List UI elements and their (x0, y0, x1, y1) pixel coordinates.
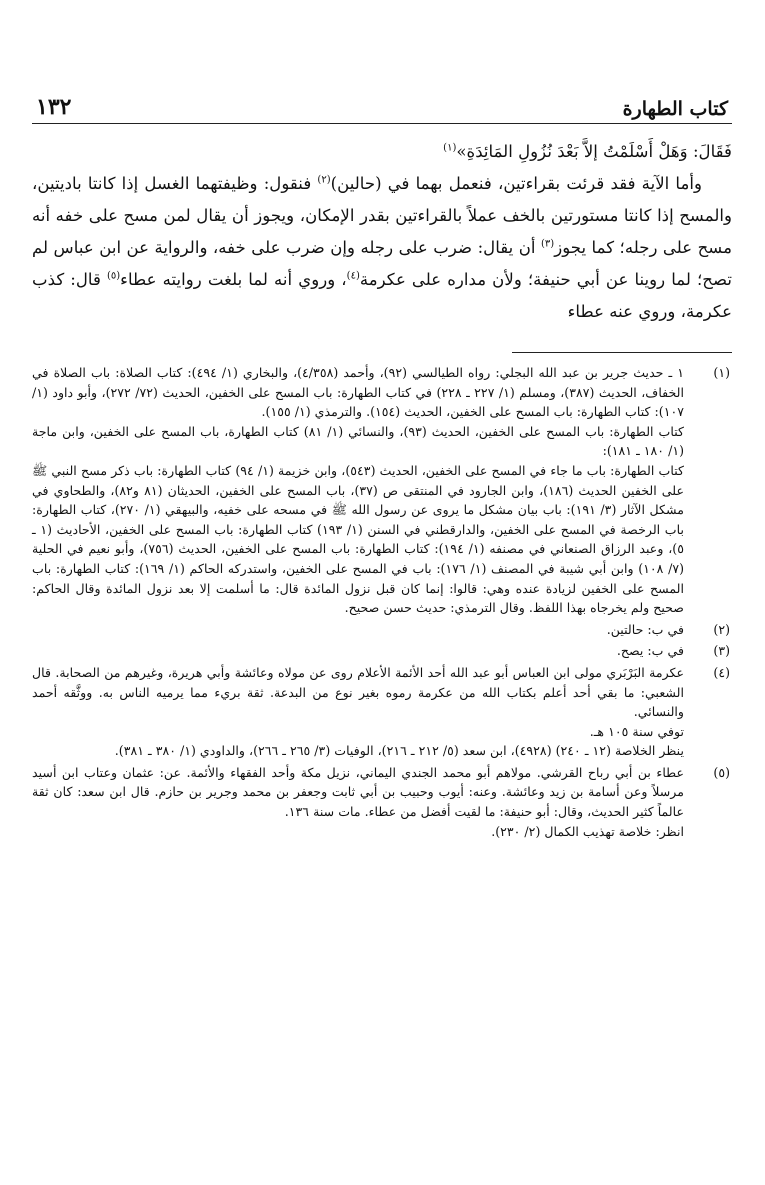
paragraph-part-e: قال: كذب عكرمة، وروي عنه عطاء (32, 270, 732, 321)
footnote-body (32, 641, 684, 661)
footnote-paragraph: في ب: حالتين. (606, 621, 684, 637)
paragraph-main (32, 168, 732, 328)
footnote-ref-5: (٥) (106, 270, 121, 282)
running-title: كتاب الطهارة (622, 98, 728, 120)
footnote-mark: (٤) (713, 664, 730, 680)
footnote-mark: (٥) (713, 764, 730, 780)
footnote-body (32, 763, 684, 841)
book-page (32, 86, 732, 841)
footnote-separator (512, 352, 732, 353)
footnote-paragraph: ١ ـ حديث جرير بن عبد الله البجلي: رواه الطيالسي (٩٢)، وأحمد (٤/٣٥٨)، والبخاري (١/ ٤٩٤): كتاب الصلاة: باب الصلاة في الخفاف، الحديث (٣٨٧)، ومسلم (١/ ٢٢٧ ـ ٢٢٨) في كتاب الطهارة: باب المسح على الخفين، الحديث (٧٢/ ٢٧٢)، وأبو داود (١/ ١٠٧): كتاب الطهارة: باب المسح على الخفين، الحديث (١٥٤). والترمذي (١/ ١٥٥). (32, 365, 685, 420)
paragraph-part-c: أن يقال: ضرب على رجله وإن ضرب على خفه، والرواية عن ابن عباس لم تصح؛ لما روينا عن أبي حنيفة؛ ولأن مداره على عكرمة (32, 238, 733, 289)
footnote-body (32, 363, 684, 618)
footnotes (32, 363, 732, 841)
footnote-paragraph: عطاء بن أبي رباح القرشي. مولاهم أبو محمد الجندي اليماني، نزيل مكة وأحد الفقهاء والأئمة. عن: عثمان وعتاب ابن أسيد مرسلاً وعن أسامة بن زيد وعائشة. وعنه: أيوب وحبيب بن أبي ثابت وجعفر بن محمد وجرير بن حازم. قال ابن سعد: كان ثقة عالماً كثير الحديث، وقال: أبو حنيفة: ما لقيت أفضل من عطاء. مات سنة ١٣٦. (32, 764, 684, 820)
footnote-4 (32, 663, 732, 761)
quote-line (32, 136, 732, 168)
footnote-ref-2: (٢) (317, 174, 331, 186)
page-number: ١٣٢ (36, 94, 72, 120)
footnote-paragraph: كتاب الطهارة: باب المسح على الخفين، الحديث (٩٣)، والنسائي (١/ ٨١) كتاب الطهارة، باب المسح على الخفين، وابن ماجة (١/ ١٨٠ ـ ١٨١): (32, 423, 684, 459)
footnote-paragraph: ينظر الخلاصة (١٢ ـ ٢٤٠) (٤٩٢٨)، ابن سعد (٥/ ٢١٢ ـ ٢١٦)، الوفيات (٣/ ٢٦٥ ـ ٢٦٦)، والداودي (١/ ٣٨٠ ـ ٣٨١). (114, 743, 684, 759)
footnote-paragraph: انظر: خلاصة تهذيب الكمال (٢/ ٢٣٠). (491, 823, 684, 839)
footnote-paragraph: كتاب الطهارة: باب ما جاء في المسح على الخفين، الحديث (٥٤٣)، وابن خزيمة (١/ ٩٤) كتاب الطهارة: باب ذكر مسح النبي ﷺ على الخفين الحديث (١٨٦)، وابن الجارود في المنتقى ص (٣٧)، باب المسح على الخفين، الحديثان (٨١ و٨٢)، والطحاوي في مشكل الآثار (٣/ ١٩١): باب بيان مشكل ما يروى عن رسول الله ﷺ في مسحه على خفيه، والبيهقي (١/ ٢٧٠)، كتاب الطهارة: باب الرخصة في المسح على الخفين، والدارقطني في السنن (١/ ١٩٣) كتاب الطهارة: باب المسح على الخفين، الأحاديث (١ ـ ٥)، وعبد الرزاق الصنعاني في مصنفه (١/ ١٩٤): كتاب الطهارة: باب المسح على الخفين، الحديث (٧٥٦)، وأبو نعيم في الحلية (٧/ ١٠٨) وابن أبي شيبة في المصنف (١/ ١٧٦): باب في المسح على الخفين، واستدركه الحاكم (١/ ١٦٩): كتاب الطهارة: باب المسح على الخفين لزيادة عنده وهي: قالوا: إنما كان قبل نزول المائدة قال: ما أسلمت إلا بعد نزول المائدة وقال الحاكم: صحيح ولم يخرجاه بهذا اللفظ. وقال الترمذي: حديث حسن صحيح. (32, 462, 685, 616)
footnote-mark: (١) (713, 365, 730, 380)
page-header (32, 86, 732, 124)
footnote-mark: (٣) (713, 643, 730, 659)
footnote-5 (32, 763, 732, 841)
paragraph-part-d: ، وروي أنه لما بلغت روايته عطاء (120, 270, 347, 289)
footnote-ref-3: (٣) (541, 238, 555, 250)
footnote-body (32, 663, 684, 761)
footnote-mark: (٢) (713, 621, 730, 637)
paragraph-part-b: فنقول: وظيفتهما الغسل إذا كانتا باديتين، والمسح إذا كانتا مستورتين بالخف عملاً بالقراءتين بقدر الإمكان، ويجوز أن يقال لمن مسح على خفه أنه مسح على رجله؛ كما يجوز (32, 174, 732, 257)
footnote-paragraph: توفي سنة ١٠٥ هـ. (589, 723, 684, 739)
footnote-paragraph: عكرمة البَرْبَري مولى ابن العباس أبو عبد الله أحد الأئمة الأعلام روى عن مولاه وعائشة وأبي هريرة، وغيرهم من الصحابة. قال الشعبي: ما بقي أحد أعلم بكتاب الله من عكرمة رموه بغير نوع من البدعة. ثقة بريء مما يرميه الناس به. ووثَّقه أحمد والنسائي. (32, 664, 684, 720)
footnote-1 (32, 363, 732, 618)
footnote-ref-1: (١) (443, 142, 457, 154)
footnote-ref-4: (٤) (346, 270, 360, 282)
footnote-paragraph: في ب: يصح. (616, 643, 684, 659)
main-text (32, 136, 732, 328)
quote-text: فَقَالَ: وَهَلْ أَسْلَمْتُ إلاَّ بَعْدَ نُزُولِ المَائِدَةِ» (456, 142, 732, 161)
paragraph-part-a: وأما الآية فقد قرئت بقراءتين، فنعمل بهما في (حالين) (330, 174, 702, 193)
footnote-3 (32, 641, 732, 661)
footnote-body (32, 620, 684, 640)
footnote-2 (32, 620, 732, 640)
